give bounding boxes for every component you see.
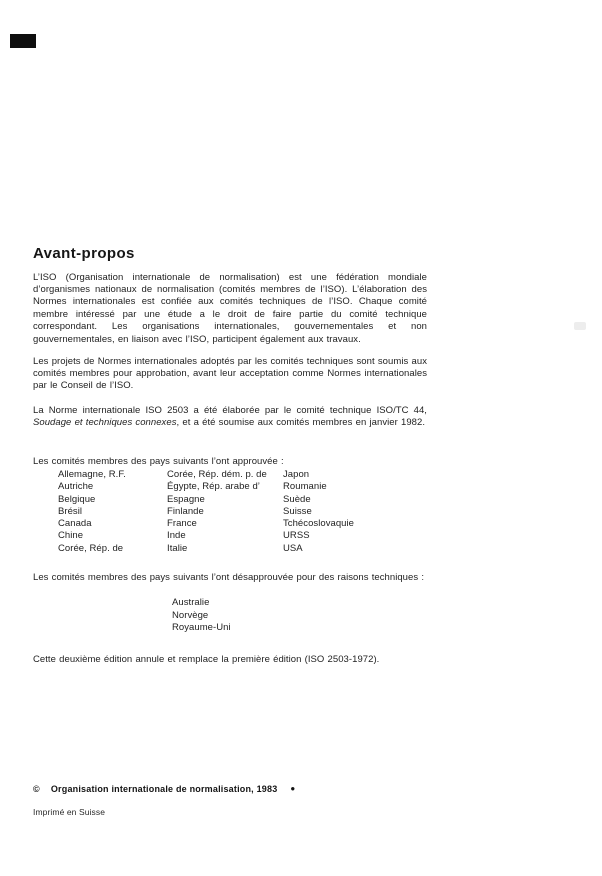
country-item: Corée, Rép. de <box>58 542 124 554</box>
approved-countries-intro: Les comités membres des pays suivants l’ont approuvée : <box>33 455 284 467</box>
disapproved-countries-intro: Les comités membres des pays suivants l’ont désapprouvée pour des raisons techniques : <box>33 571 425 583</box>
paragraph-iso-intro: L’ISO (Organisation internationale de normalisation) est une fédération mondiale d’organismes nationaux de normalisation (comités membres de l’ISO). L’élaboration des Normes internationales est confiée aux comités techniques de l’ISO. Chaque comité membre intéressé par une étude a le droit de faire partie du comité technique correspondant. Les organisations internationales, gouvernementales et non gouvernementales, en liaison avec l’ISO, participent également aux travaux. <box>33 271 427 345</box>
country-item: Suède <box>283 493 311 505</box>
country-item: Autriche <box>58 481 94 493</box>
country-item: Japon <box>283 469 310 480</box>
page-title: Avant-propos <box>33 245 135 263</box>
country-item: Italie <box>167 542 188 554</box>
country-item: Allemagne, R.F. <box>58 469 126 480</box>
country-item: USA <box>283 542 303 554</box>
paragraph-draft-approval: Les projets de Normes internationales adoptés par les comités techniques sont soumis aux comités membres pour approbation, avant leur acceptation comme Normes internationales par le Conseil de l’ISO. <box>33 355 427 392</box>
country-item: Norvège <box>172 609 209 621</box>
country-item: Suisse <box>283 505 312 517</box>
copyright-line <box>33 784 295 794</box>
paragraph-standard-origin-start: La Norme internationale ISO 2503 a été élaborée par le comité technique ISO/TC 44, <box>33 404 427 416</box>
country-item: Australie <box>172 597 210 608</box>
copyright-text: Organisation internationale de normalisation, 1983 <box>50 784 278 794</box>
paragraph-standard-origin-end: , et a été soumise aux comités membres en janvier 1982. <box>176 416 426 428</box>
print-registration-mark <box>10 34 36 48</box>
country-item: Corée, Rép. dém. p. de <box>167 469 267 480</box>
country-item: Espagne <box>167 493 205 505</box>
country-item: Roumanie <box>283 481 327 493</box>
country-item: Royaume-Uni <box>172 622 231 634</box>
country-item: Canada <box>58 518 92 530</box>
approved-countries-column-1 <box>58 469 126 555</box>
printed-in-note: Imprimé en Suisse <box>33 807 106 817</box>
edition-note: Cette deuxième édition annule et remplace la première édition (ISO 2503-1972). <box>33 653 380 665</box>
copyright-icon: © <box>33 784 40 794</box>
approved-countries-column-3 <box>283 469 354 555</box>
approved-countries-column-2 <box>167 469 267 555</box>
paragraph-standard-origin <box>33 405 427 430</box>
country-item: France <box>167 518 197 530</box>
disapproved-countries-list <box>172 597 231 635</box>
country-item: URSS <box>283 530 310 542</box>
country-item: Belgique <box>58 493 96 505</box>
country-item: Inde <box>167 530 186 542</box>
country-item: Brésil <box>58 505 83 517</box>
country-item: Chine <box>58 530 84 542</box>
committee-name-italic: Soudage et techniques connexes <box>33 416 177 428</box>
scan-artifact-mark <box>574 322 586 330</box>
country-item: Tchécoslovaquie <box>283 518 354 530</box>
country-item: Égypte, Rép. arabe d’ <box>167 481 260 493</box>
bullet-icon: ● <box>290 784 296 793</box>
country-item: Finlande <box>167 505 204 517</box>
